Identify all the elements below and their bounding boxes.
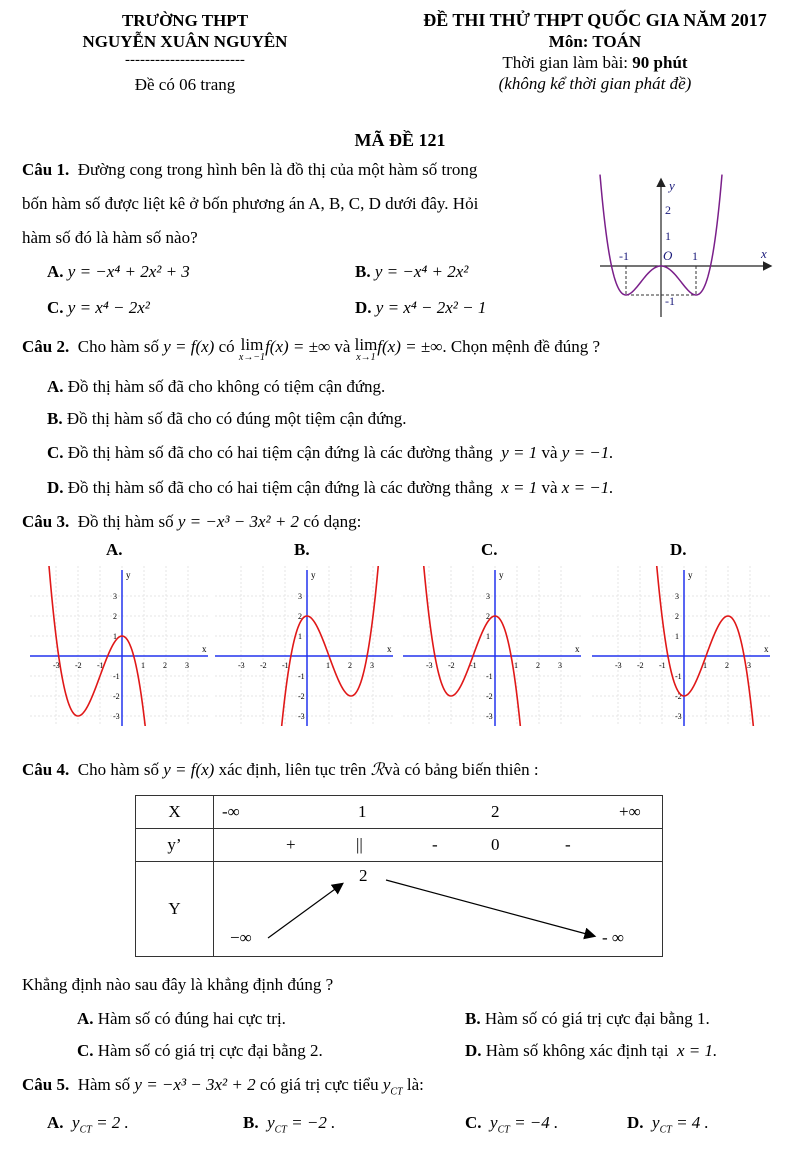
exam-title: ĐỀ THI THỬ THPT QUỐC GIA NĂM 2017 (423, 10, 767, 30)
q2-option-d[interactable] (47, 478, 614, 498)
q1-x-label: x (761, 246, 767, 261)
y-tick-label: -2 (486, 692, 493, 701)
vt-x-values (214, 796, 663, 829)
q4-option-a[interactable] (77, 1009, 286, 1029)
vt-arrow-up (268, 884, 342, 938)
q2-option-b[interactable] (47, 409, 407, 429)
y-tick-label: -1 (113, 672, 120, 681)
option-math: y = 1 (501, 443, 538, 462)
q3-label-d[interactable]: D. (670, 540, 687, 559)
vt-x-2: 2 (491, 802, 500, 821)
x-tick-label: 1 (703, 661, 707, 670)
option-and: và (541, 443, 558, 462)
y-tick-label: 3 (113, 592, 117, 601)
q2-option-c[interactable] (47, 443, 614, 463)
q3-ending: có dạng: (303, 512, 362, 531)
q1-tick-yneg1: -1 (665, 294, 675, 308)
x-tick-label: 1 (141, 661, 145, 670)
q1-graph (595, 172, 785, 322)
q1-line-1 (22, 160, 477, 180)
q3-stem (22, 512, 361, 532)
q1-label: Câu 1. (22, 160, 70, 179)
x-tick-label: -1 (470, 661, 477, 670)
q2-ending: . Chọn mệnh đề đúng ? (442, 337, 601, 356)
option-value: = 4 . (676, 1113, 709, 1132)
q2-label: Câu 2. (22, 337, 70, 356)
x-tick-label: 3 (370, 661, 374, 670)
q1-option-c[interactable] (47, 298, 150, 318)
option-letter: A. (47, 262, 64, 281)
q2-option-a[interactable] (47, 377, 385, 397)
option-letter: B. (355, 262, 371, 281)
q5-ending: là: (406, 1075, 424, 1094)
q1-text-1: Đường cong trong hình bên là đồ thị của một hàm số trong (77, 160, 478, 179)
vt-y-peak: 2 (359, 866, 368, 885)
q1-origin-label: O (663, 248, 673, 263)
q2-va: và (334, 337, 351, 356)
vt-arrows (214, 862, 664, 957)
exam-note: (không kể thời gian phát đề) (498, 74, 692, 93)
x-axis-label: x (387, 644, 392, 654)
q4-set: ℛ (370, 760, 385, 779)
option-value: = −2 . (291, 1113, 336, 1132)
lim-word: lim (240, 335, 264, 354)
x-tick-label: -3 (53, 661, 60, 670)
curve (48, 566, 147, 726)
x-tick-label: 2 (536, 661, 540, 670)
q5-stem (22, 1075, 424, 1098)
q2-stem (22, 336, 600, 363)
vt-head-dy: y’ (136, 829, 214, 862)
header-separator: ------------------------ (125, 52, 245, 68)
q3-graph-b (215, 566, 395, 726)
option-math: x = −1. (561, 478, 614, 497)
var-sub: CT (390, 1086, 403, 1098)
option-value: = 2 . (96, 1113, 129, 1132)
option-expr: y = −x⁴ + 2x² (374, 262, 469, 281)
q4-stem (22, 760, 539, 780)
x-tick-label: -2 (260, 661, 267, 670)
y-tick-label: 3 (298, 592, 302, 601)
y-tick-label: 2 (675, 612, 679, 621)
y-axis-label: y (126, 570, 131, 580)
option-text: Đồ thị hàm số đã cho không có tiệm cận đứng. (67, 377, 386, 396)
var: y (72, 1113, 80, 1132)
q3-graph-a (30, 566, 210, 726)
y-tick-label: 2 (298, 612, 302, 621)
y-tick-label: -1 (298, 672, 305, 681)
var-sub: CT (274, 1124, 287, 1136)
school-header (60, 10, 310, 52)
option-letter: D. (47, 478, 64, 497)
q1-text-2: bốn hàm số được liệt kê ở bốn phương án A, B, C, D dưới đây. Hỏi (22, 194, 479, 213)
lim-sub: x→−1 (238, 352, 266, 363)
option-letter: D. (627, 1113, 644, 1132)
x-tick-label: -1 (97, 661, 104, 670)
var: y (490, 1113, 498, 1132)
q1-tick-y2: 2 (665, 203, 671, 217)
x-tick-label: -1 (282, 661, 289, 670)
option-letter: A. (47, 377, 64, 396)
option-letter: B. (243, 1113, 259, 1132)
q3-graph-d (592, 566, 772, 726)
x-tick-label: 2 (725, 661, 729, 670)
y-tick-label: -2 (675, 692, 682, 701)
q1-y-label: y (669, 178, 675, 193)
q5-option-d[interactable] (627, 1113, 709, 1136)
option-letter: A. (47, 1113, 64, 1132)
vt-x-neg-inf: -∞ (222, 802, 240, 821)
q5-option-a[interactable] (47, 1113, 129, 1136)
q4-option-b[interactable] (465, 1009, 710, 1029)
y-axis-label: y (311, 570, 316, 580)
vt-row-y (136, 862, 663, 957)
y-tick-label: 1 (298, 632, 302, 641)
q1-option-b[interactable] (355, 262, 468, 282)
vt-row-dy (136, 829, 663, 862)
q4-question: Khẳng định nào sau đây là khẳng định đúng ? (22, 975, 334, 994)
x-tick-label: -3 (238, 661, 245, 670)
q2-func: y = f(x) (163, 337, 215, 356)
q5-mid: có giá trị cực tiểu (259, 1075, 379, 1094)
option-text: Hàm số không xác định tại (485, 1041, 669, 1060)
var-sub: CT (79, 1124, 92, 1136)
option-letter: B. (47, 409, 63, 428)
q5-option-c[interactable] (465, 1113, 559, 1136)
y-axis-label: y (499, 570, 504, 580)
var: y (267, 1113, 275, 1132)
y-tick-label: -3 (486, 712, 493, 721)
vt-y-values (214, 862, 663, 957)
school-line-2: NGUYỄN XUÂN NGUYÊN (82, 32, 288, 51)
y-tick-label: -3 (298, 712, 305, 721)
x-tick-label: -2 (75, 661, 82, 670)
exam-time (395, 52, 795, 73)
option-text: Đồ thị hàm số đã cho có hai tiệm cận đứng là các đường thẳng (67, 443, 493, 462)
q2-lim-expr: f(x) = ±∞ (377, 337, 443, 356)
q1-tick-neg1: -1 (619, 249, 629, 263)
q4-option-d[interactable] (465, 1041, 717, 1061)
y-tick-label: -1 (675, 672, 682, 681)
vt-dy-values (214, 829, 663, 862)
x-tick-label: 3 (747, 661, 751, 670)
option-letter: C. (465, 1113, 482, 1132)
option-text: Hàm số có giá trị cực đại bằng 2. (97, 1041, 323, 1060)
q3-intro: Đồ thị hàm số (77, 512, 174, 531)
q2-intro: Cho hàm số (77, 337, 159, 356)
q1-tick-1: 1 (692, 249, 698, 263)
x-tick-label: -3 (615, 661, 622, 670)
q4-option-c[interactable] (77, 1041, 323, 1061)
q1-tick-y1: 1 (665, 229, 671, 243)
q4-label: Câu 4. (22, 760, 70, 779)
q3-label: Câu 3. (22, 512, 70, 531)
x-axis-label: x (575, 644, 580, 654)
option-text: Đồ thị hàm số đã cho có đúng một tiệm cận đứng. (66, 409, 407, 428)
x-axis-label: x (764, 644, 769, 654)
x-tick-label: 2 (163, 661, 167, 670)
var-sub: CT (659, 1124, 672, 1136)
option-letter: D. (465, 1041, 482, 1060)
y-tick-label: 2 (486, 612, 490, 621)
q3-label-a[interactable]: A. (106, 540, 123, 559)
school-line-1: TRƯỜNG THPT (121, 11, 249, 30)
x-tick-label: -2 (637, 661, 644, 670)
option-and: và (541, 478, 558, 497)
vt-dy-undefined: || (356, 835, 363, 854)
page-count: Đề có 06 trang (134, 75, 236, 94)
q3-label-b[interactable]: B. (294, 540, 310, 559)
y-tick-label: 2 (113, 612, 117, 621)
vt-row-x (136, 796, 663, 829)
y-tick-label: 3 (486, 592, 490, 601)
vt-dy-zero: 0 (491, 835, 500, 854)
y-tick-label: -3 (675, 712, 682, 721)
x-tick-label: -1 (659, 661, 666, 670)
vt-y-start: −∞ (230, 928, 252, 947)
y-tick-label: 1 (486, 632, 490, 641)
variation-table (135, 795, 663, 957)
option-text: Hàm số có giá trị cực đại bằng 1. (484, 1009, 710, 1028)
q5-label: Câu 5. (22, 1075, 70, 1094)
x-tick-label: -2 (448, 661, 455, 670)
option-expr: y = x⁴ − 2x² − 1 (375, 298, 487, 317)
var: y (652, 1113, 660, 1132)
option-expr: y = −x⁴ + 2x² + 3 (67, 262, 190, 281)
q2-limit-1 (239, 336, 265, 363)
q2-lim-expr: f(x) = ±∞ (265, 337, 331, 356)
vt-y-end: - ∞ (602, 928, 625, 947)
option-math: y = −1. (561, 443, 614, 462)
vt-head-y: Y (136, 862, 214, 957)
y-axis-label: y (688, 570, 693, 580)
option-math: x = 1. (677, 1041, 718, 1060)
y-tick-label: -1 (486, 672, 493, 681)
y-tick-label: -3 (113, 712, 120, 721)
x-tick-label: 1 (326, 661, 330, 670)
y-tick-label: 3 (675, 592, 679, 601)
option-text: Đồ thị hàm số đã cho có hai tiệm cận đứng là các đường thẳng (67, 478, 493, 497)
q1-text-3: hàm số đó là hàm số nào? (22, 228, 198, 247)
q3-label-c[interactable]: C. (481, 540, 498, 559)
option-letter: C. (77, 1041, 94, 1060)
y-tick-label: -2 (113, 692, 120, 701)
q1-option-a[interactable] (47, 262, 190, 282)
x-tick-label: -3 (426, 661, 433, 670)
option-letter: B. (465, 1009, 481, 1028)
time-label: Thời gian làm bài: (502, 53, 633, 72)
time-value: 90 phút (632, 53, 688, 72)
q2-co: có (218, 337, 235, 356)
q4-func: y = f(x) (163, 760, 215, 779)
option-letter: C. (47, 298, 64, 317)
q2-limit-2 (355, 336, 378, 363)
vt-arrow-down (386, 880, 594, 936)
q3-func: y = −x³ − 3x² + 2 (177, 512, 300, 531)
option-value: = −4 . (514, 1113, 559, 1132)
lim-sub: x→1 (356, 352, 376, 363)
q3-graph-c (403, 566, 583, 726)
exam-subject: Môn: TOÁN (548, 32, 642, 51)
lim-word: lim (354, 335, 378, 354)
x-tick-label: 3 (558, 661, 562, 670)
option-letter: A. (77, 1009, 94, 1028)
q4-intro: Cho hàm số (77, 760, 159, 779)
vt-dy-minus-1: - (432, 835, 438, 854)
q5-intro: Hàm số (77, 1075, 131, 1094)
y-tick-label: 1 (675, 632, 679, 641)
vt-head-x: X (136, 796, 214, 829)
q5-option-b[interactable] (243, 1113, 336, 1136)
q4-ending: và có bảng biến thiên : (384, 760, 539, 779)
exam-code: MÃ ĐỀ 121 (354, 130, 446, 150)
q5-func: y = −x³ − 3x² + 2 (134, 1075, 256, 1094)
x-axis-label: x (202, 644, 207, 654)
vt-x-pos-inf: +∞ (619, 802, 641, 821)
var: y (382, 1075, 391, 1094)
option-text: Hàm số có đúng hai cực trị. (97, 1009, 286, 1028)
vt-dy-plus: + (286, 835, 296, 854)
y-tick-label: -2 (298, 692, 305, 701)
option-letter: D. (355, 298, 372, 317)
option-expr: y = x⁴ − 2x² (67, 298, 150, 317)
y-tick-label: 1 (113, 632, 117, 641)
vt-dy-minus-2: - (565, 835, 571, 854)
q1-option-d[interactable] (355, 298, 486, 318)
q4-mid: xác định, liên tục trên (218, 760, 367, 779)
exam-header (395, 10, 795, 94)
x-tick-label: 2 (348, 661, 352, 670)
var-sub: CT (497, 1124, 510, 1136)
option-math: x = 1 (501, 478, 538, 497)
q5-var (382, 1075, 403, 1098)
vt-x-1: 1 (358, 802, 367, 821)
x-tick-label: 3 (185, 661, 189, 670)
x-tick-label: 1 (514, 661, 518, 670)
option-letter: C. (47, 443, 64, 462)
